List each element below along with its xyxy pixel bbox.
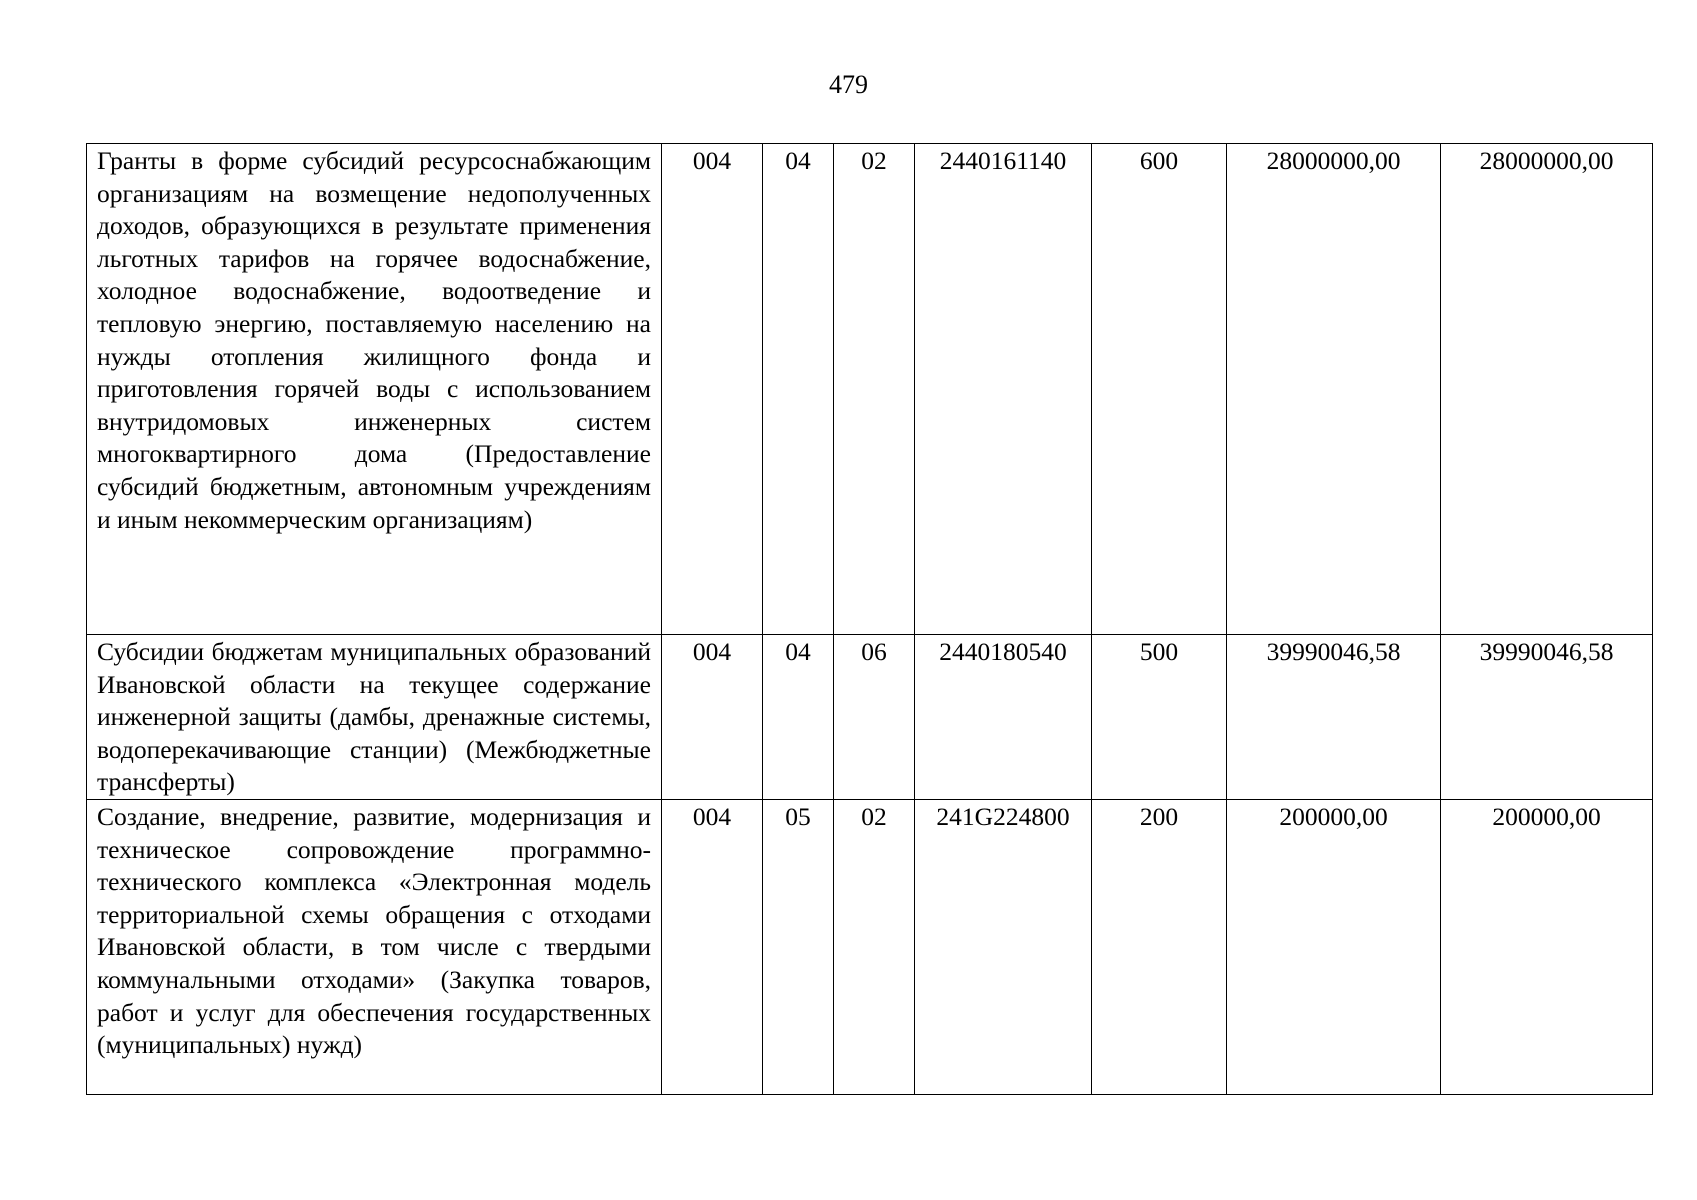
amount-first-year: 28000000,00 <box>1227 144 1441 635</box>
expense-type-code: 200 <box>1092 799 1227 1094</box>
section-code: 05 <box>763 799 834 1094</box>
table-row <box>87 635 1653 800</box>
subsection-code: 06 <box>834 635 915 800</box>
row-description: Субсидии бюджетам муниципальных образований Ивановской области на текущее содержание инженерной защиты (дамбы, дренажные системы, водоперекачивающие станции) (Межбюджетные трансферты) <box>87 635 662 800</box>
table-row <box>87 144 1653 635</box>
target-article-code: 2440180540 <box>915 635 1092 800</box>
amount-first-year: 39990046,58 <box>1227 635 1441 800</box>
page-number: 479 <box>829 70 868 99</box>
amount-first-year: 200000,00 <box>1227 799 1441 1094</box>
amount-second-year: 39990046,58 <box>1441 635 1653 800</box>
target-article-code: 2440161140 <box>915 144 1092 635</box>
row-description: Создание, внедрение, развитие, модернизация и техническое сопровождение программно-технического комплекса «Электронная модель территориальной схемы обращения с отходами Ивановской области, в том числе с твердыми коммунальными отходами» (Закупка товаров, работ и услуг для обеспечения государственных (муниципальных) нужд) <box>87 799 662 1094</box>
subsection-code: 02 <box>834 799 915 1094</box>
section-code: 04 <box>763 144 834 635</box>
amount-second-year: 200000,00 <box>1441 799 1653 1094</box>
expense-type-code: 500 <box>1092 635 1227 800</box>
amount-second-year: 28000000,00 <box>1441 144 1653 635</box>
row-description: Гранты в форме субсидий ресурсоснабжающим организациям на возмещение недополученных доходов, образующихся в результате применения льготных тарифов на горячее водоснабжение, холодное водоснабжение, водоотведение и тепловую энергию, поставляемую населению на нужды отопления жилищного фонда и приготовления горячей воды с использованием внутридомовых инженерных систем многоквартирного дома (Предоставление субсидий бюджетным, автономным учреждениям и иным некоммерческим организациям) <box>87 144 662 635</box>
ministry-code: 004 <box>662 635 763 800</box>
table-row <box>87 799 1653 1094</box>
ministry-code: 004 <box>662 144 763 635</box>
section-code: 04 <box>763 635 834 800</box>
expense-type-code: 600 <box>1092 144 1227 635</box>
ministry-code: 004 <box>662 799 763 1094</box>
budget-table <box>86 143 1653 1095</box>
subsection-code: 02 <box>834 144 915 635</box>
target-article-code: 241G224800 <box>915 799 1092 1094</box>
